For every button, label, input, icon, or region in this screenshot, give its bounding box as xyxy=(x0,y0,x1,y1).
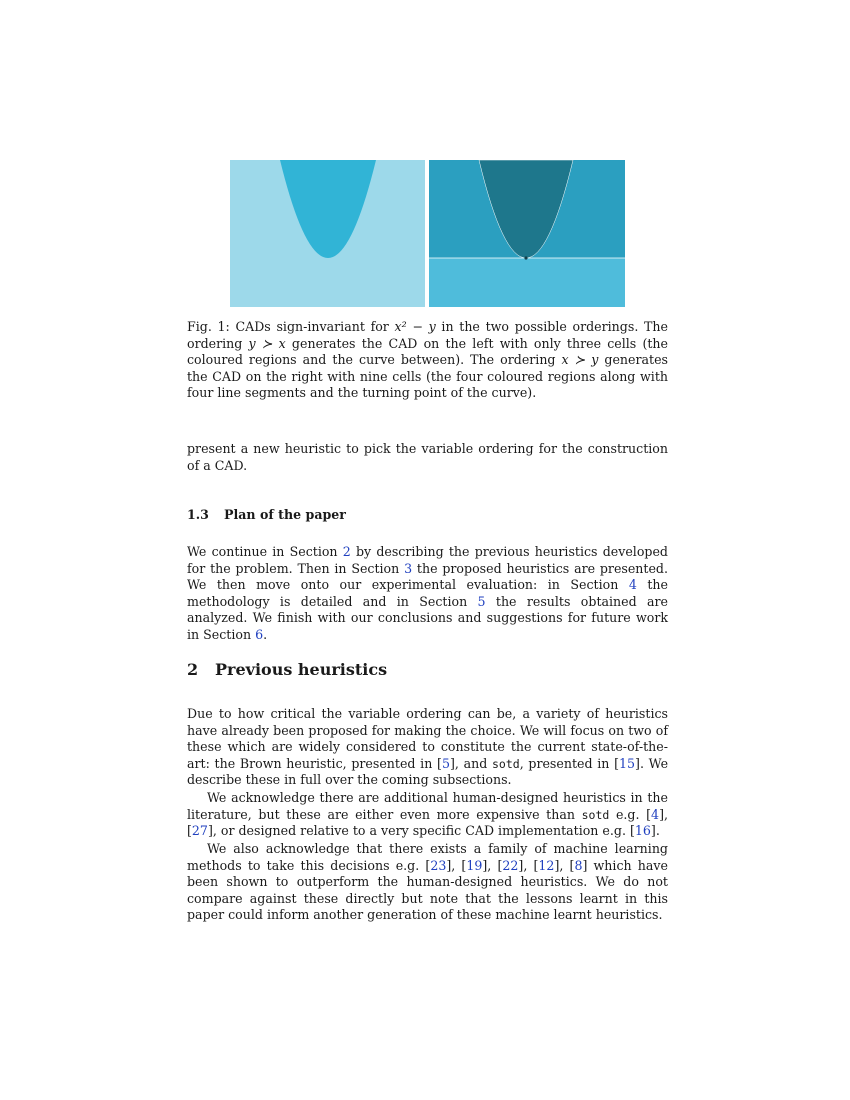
figure-caption: Fig. 1: CADs sign-invariant for x² − y in the two possible orderings. The ordering y ≻ x generates the CAD on the left with only three cells (the coloured regions and the curve between). The ordering x ≻ y generates the CAD on the right with nine cells (the four coloured regions along with four line segments and the turning point of the curve). xyxy=(187,319,668,401)
section-title: Previous heuristics xyxy=(215,660,388,679)
citation-link[interactable]: 16 xyxy=(634,823,651,839)
citation-link[interactable]: 19 xyxy=(466,857,483,873)
plan-paragraph: We continue in Section 2 by describing the previous heuristics developed for the problem. Then in Section 3 the proposed heuristics are presented. We then move onto our experimental evaluation: in Section 4 the methodology is detailed and in Section 5 the results obtained are analyzed. We finish with our conclusions and suggestions for future work in Section 6. xyxy=(187,544,669,642)
citation-link[interactable]: 8 xyxy=(574,857,583,873)
math-expression: x ≻ y xyxy=(561,352,599,368)
section-number: 2 xyxy=(187,660,199,679)
right-lower-region xyxy=(429,258,625,307)
section-heading xyxy=(187,660,387,679)
turning-point xyxy=(524,256,527,259)
section-link[interactable]: 3 xyxy=(404,560,413,576)
subsection-heading xyxy=(187,507,346,522)
section-link[interactable]: 4 xyxy=(628,577,637,593)
code-term: sotd xyxy=(581,807,610,822)
heuristics-paragraph-3: We also acknowledge that there exists a family of machine learning methods to take this decisions e.g. [23], [19], [22], [12], [8] which have been shown to outperform the human-designed heuristics. We do not compare against these directly but note that the lessons learnt in this paper could inform another generation of these machine learnt heuristics. xyxy=(187,841,668,923)
math-expression: x² − y xyxy=(394,319,436,334)
citation-link[interactable]: 4 xyxy=(651,806,660,822)
heuristics-paragraph-1: Due to how critical the variable ordering can be, a variety of heuristics have already been proposed for making the choice. We will focus on two of these which are widely considered to constitute the current state-of-the-art: the Brown heuristic, presented in [5], and sotd, presented in [15]. We describe these in full over the coming subsections. xyxy=(187,706,669,788)
cad-right-panel xyxy=(429,160,625,307)
figure-1 xyxy=(230,160,625,307)
citation-link[interactable]: 23 xyxy=(430,857,447,873)
subsection-title: Plan of the paper xyxy=(224,507,346,522)
citation-link[interactable]: 15 xyxy=(619,755,636,771)
citation-link[interactable]: 12 xyxy=(538,857,555,873)
code-term: sotd xyxy=(491,756,520,771)
citation-link[interactable]: 5 xyxy=(441,755,450,771)
heuristics-paragraph-2: We acknowledge there are additional human-designed heuristics in the literature, but these are either even more expensive than sotd e.g. [4], [27], or designed relative to a very specific CAD implementation e.g. [16]. xyxy=(187,790,668,839)
cad-left-panel xyxy=(230,160,425,307)
caption-label: Fig. 1: xyxy=(187,319,230,334)
section-link[interactable]: 6 xyxy=(255,626,264,642)
citation-link[interactable]: 27 xyxy=(191,823,208,839)
intro-continuation-paragraph: present a new heuristic to pick the variable ordering for the construction of a CAD. xyxy=(187,441,668,473)
section-link[interactable]: 5 xyxy=(477,593,486,609)
subsection-number: 1.3 xyxy=(187,507,209,522)
math-expression: y ≻ x xyxy=(248,335,286,351)
citation-link[interactable]: 22 xyxy=(502,857,519,873)
section-link[interactable]: 2 xyxy=(342,544,351,559)
